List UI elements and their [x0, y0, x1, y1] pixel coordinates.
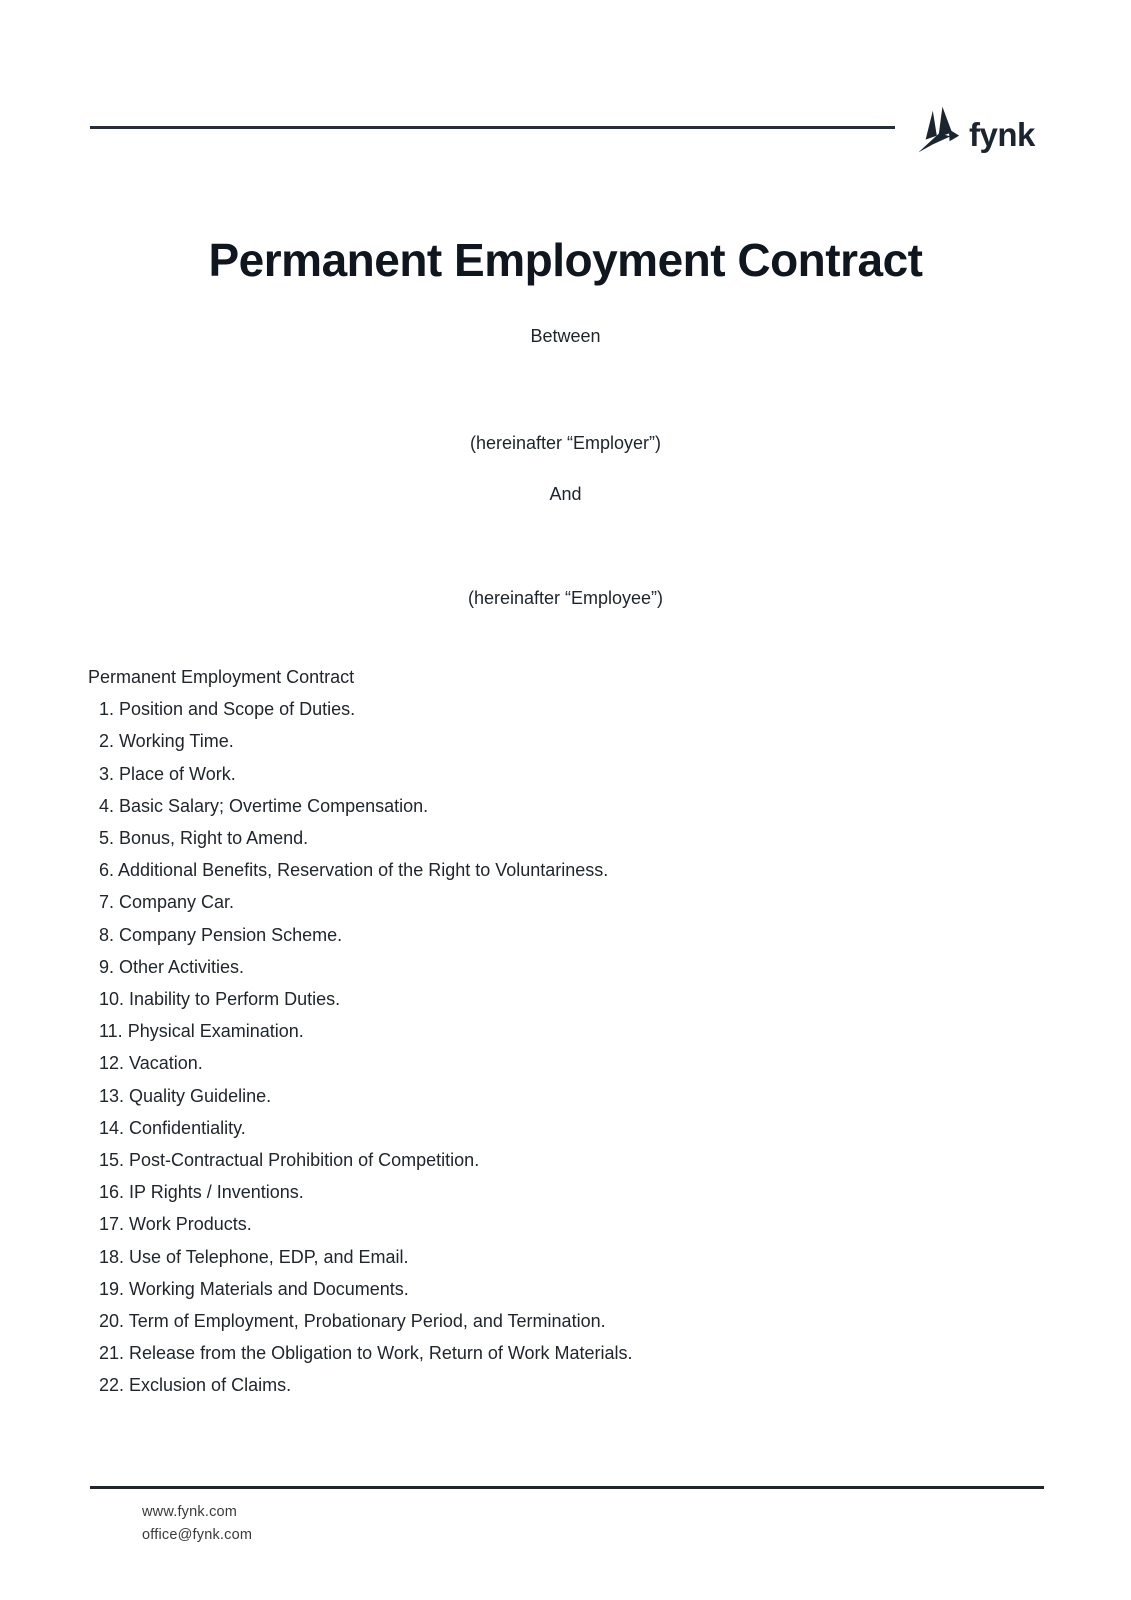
toc-item: 19. Working Materials and Documents.: [99, 1278, 409, 1299]
toc-item: 10. Inability to Perform Duties.: [99, 989, 341, 1010]
toc-item: 1. Position and Scope of Duties.: [99, 699, 356, 720]
toc-item: 2. Working Time.: [99, 731, 234, 752]
toc-item: 4. Basic Salary; Overtime Compensation.: [99, 795, 429, 816]
toc-item: 11. Physical Examination.: [99, 1021, 304, 1042]
toc-list: [88, 693, 1071, 1401]
logo-wordmark: fynk: [969, 115, 1035, 153]
page-title: Permanent Employment Contract: [208, 234, 923, 286]
toc-item: 18. Use of Telephone, EDP, and Email.: [99, 1246, 409, 1267]
toc-item: 12. Vacation.: [99, 1053, 203, 1074]
toc-item: 3. Place of Work.: [99, 763, 236, 784]
toc-item: 22. Exclusion of Claims.: [99, 1375, 292, 1396]
footer-contact: [142, 1501, 252, 1546]
toc-item: 16. IP Rights / Inventions.: [99, 1182, 304, 1203]
toc-item: 8. Company Pension Scheme.: [99, 924, 343, 945]
footer-email: office@fynk.com: [142, 1526, 253, 1543]
footer-website: www.fynk.com: [142, 1504, 238, 1520]
and-label: And: [549, 484, 582, 504]
employee-note: (hereinafter “Employee”): [467, 588, 664, 608]
toc-item: 9. Other Activities.: [99, 956, 245, 977]
toc-item: 7. Company Car.: [99, 892, 235, 913]
table-of-contents: [88, 661, 1071, 1402]
toc-item: 5. Bonus, Right to Amend.: [99, 828, 309, 849]
origami-bird-icon: [912, 102, 960, 158]
toc-item: 6. Additional Benefits, Reservation of the Right to Voluntariness.: [99, 860, 609, 881]
employer-note: (hereinafter “Employer”): [469, 433, 662, 453]
toc-item: 15. Post-Contractual Prohibition of Competition.: [99, 1150, 480, 1171]
toc-item: 13. Quality Guideline.: [99, 1085, 272, 1106]
toc-item: 20. Term of Employment, Probationary Period, and Termination.: [99, 1311, 606, 1332]
fynk-logo: [912, 102, 1035, 158]
toc-heading: Permanent Employment Contract: [88, 667, 355, 687]
toc-item: 17. Work Products.: [99, 1214, 252, 1235]
header-divider: [90, 126, 895, 129]
toc-item: 21. Release from the Obligation to Work, Return of Work Materials.: [99, 1343, 633, 1364]
footer-divider: [90, 1486, 1044, 1489]
between-label: Between: [530, 326, 601, 346]
toc-item: 14. Confidentiality.: [99, 1117, 246, 1138]
